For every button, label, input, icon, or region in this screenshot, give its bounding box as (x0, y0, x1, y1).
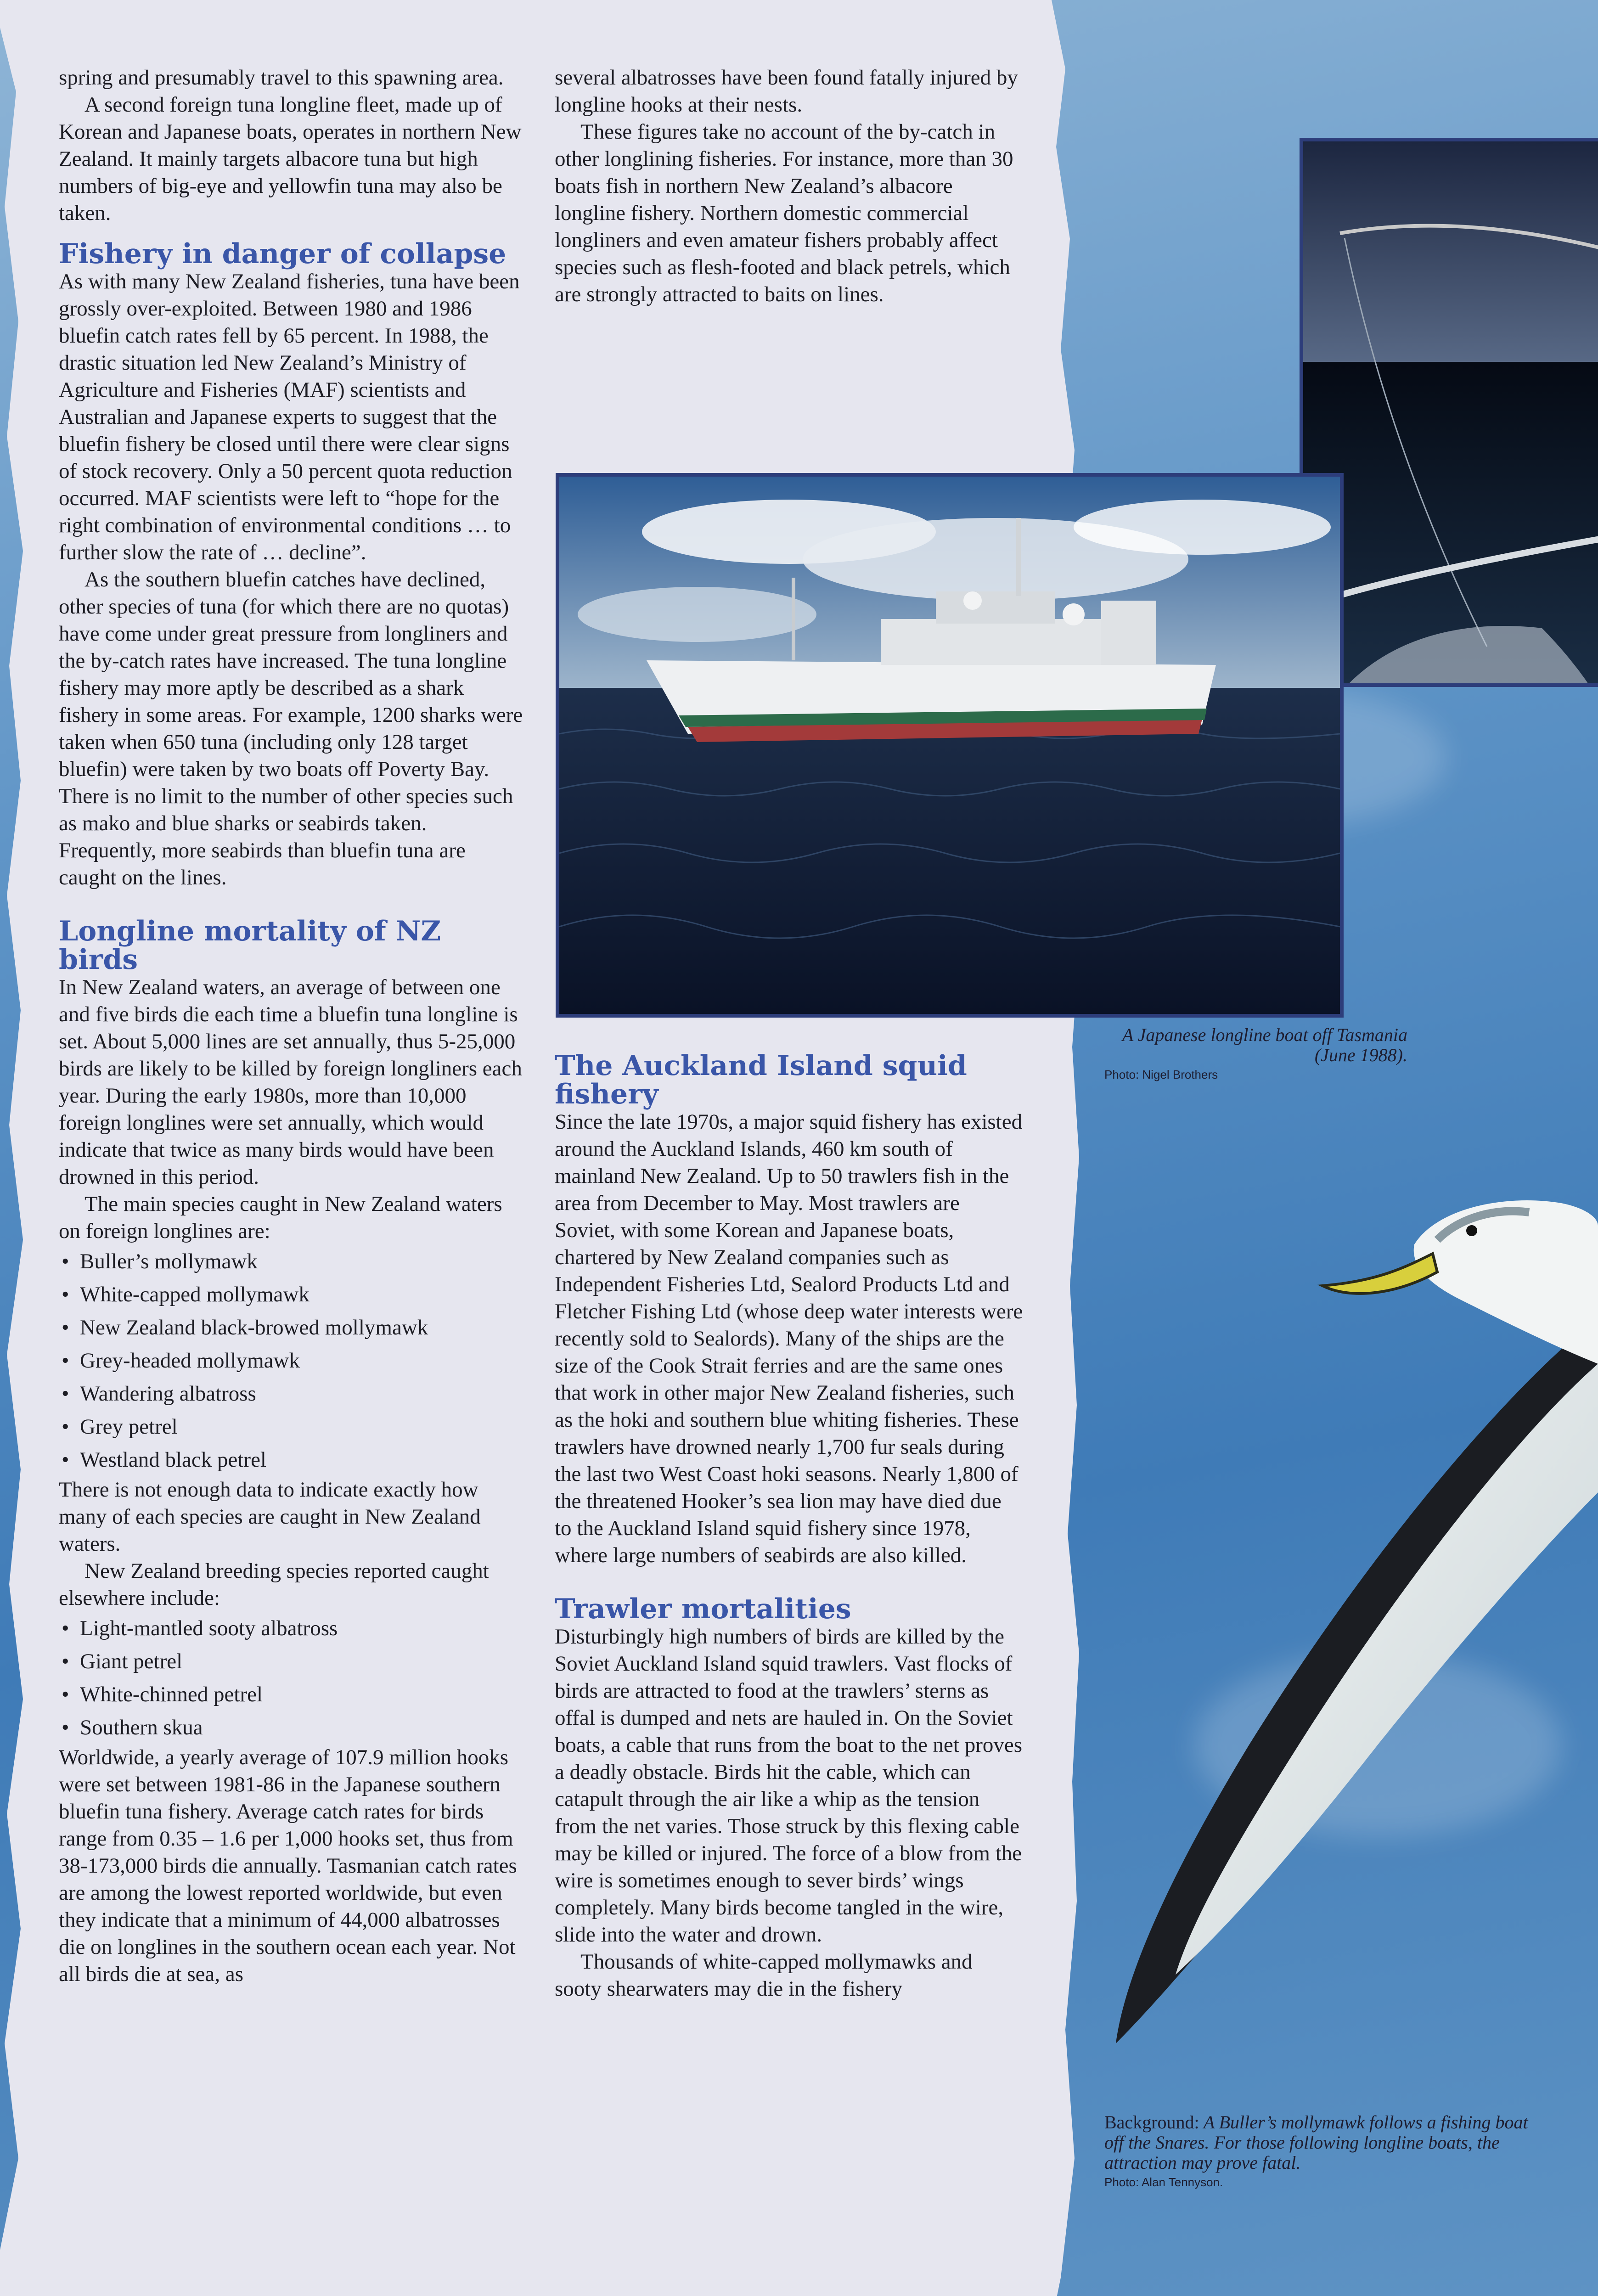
column-right-top (555, 64, 1023, 308)
paragraph: several albatrosses have been found fatally injured by longline hooks at their nests. (555, 66, 1018, 117)
heading-trawler-mortalities: Trawler mortalities (555, 1593, 851, 1625)
list-item: • Westland black petrel (59, 1443, 527, 1476)
list-item: • White-chinned petrel (59, 1678, 527, 1711)
paragraph: In New Zealand waters, an average of between one and five birds die each time a bluefin tuna longline is set. About 5,000 lines are set annually, thus 5-25,000 birds are likely to be killed by foreign longliners each year. During the early 1980s, more than 10,000 foreign longlines were set annually, which would indicate that twice as many birds would have been drowned in this period. (59, 975, 522, 1189)
paragraph: Worldwide, a yearly average of 107.9 million hooks were set between 1981-86 in the Japanese southern bluefin tuna fishery. Average catch rates for birds range from 0.35 – 1.6 per 1,000 hooks set, thus from 38-173,000 birds die annually. Tasmanian catch rates are among the lowest reported worldwide, but even they indicate that a minimum of 44,000 albatrosses die on longlines in the southern ocean each year. Not all birds die at sea, as (59, 1745, 517, 1986)
paragraph: As with many New Zealand fisheries, tuna have been grossly over-exploited. Between 1980 and 1986 bluefin catch rates fell by 65 percent. In 1988, the drastic situation led New Zealand’s Ministry of Agriculture and Fisheries (MAF) scientists and Australian and Japanese experts to suggest that the bluefin fishery be closed until there were clear signs of stock recovery. Only a 50 percent quota reduction occurred. MAF scientists were left to “hope for the right combination of environmental conditions … to further slow the rate of … decline”. (59, 270, 520, 564)
column-right-bottom (555, 1052, 1023, 2003)
paragraph: There is not enough data to indicate exactly how many of each species are caught in New Zealand waters. (59, 1478, 481, 1556)
paragraph: spring and presumably travel to this spawning area. (59, 66, 504, 90)
paragraph: Since the late 1970s, a major squid fishery has existed around the Auckland Islands, 460 km south of mainland New Zealand. Up to 50 trawlers fish in the area from December to May. Most trawlers are Soviet, with some Korean and Japanese boats, chartered by New Zealand companies such as Independent Fisheries Ltd, Sealord Products Ltd and Fletcher Fishing Ltd (whose deep water interests were recently sold to Sealords). Many of the ships are the size of the Cook Strait ferries and are the same ones that work in other major New Zealand fisheries, such as the hoki and southern blue whiting fisheries. These trawlers have drowned nearly 1,700 fur seals during the last two West Coast hoki seasons. Nearly 1,800 of the threatened Hooker’s sea lion may have died due to the Auckland Island squid fishery since 1978, where large numbers of seabirds are also killed. (555, 1110, 1023, 1567)
paragraph: A second foreign tuna longline fleet, made up of Korean and Japanese boats, operates in northern New Zealand. It mainly targets albacore tuna but high numbers of big-eye and yellowfin tuna may also be taken. (59, 93, 522, 225)
column-left (59, 64, 527, 1988)
list-item: • Grey-headed mollymawk (59, 1344, 527, 1377)
list-item: • New Zealand black-browed mollymawk (59, 1311, 527, 1344)
list-item: • Buller’s mollymawk (59, 1245, 527, 1278)
ship-caption-text: A Japanese longline boat off Tasmania (June 1988). (1122, 1024, 1407, 1065)
list-item: • Wandering albatross (59, 1377, 527, 1410)
list-item: • White-capped mollymawk (59, 1278, 527, 1311)
paragraph: These figures take no account of the by-catch in other longlining fisheries. For instance, more than 30 boats fish in northern New Zealand’s albacore longline fishery. Northern domestic commercial longliners and even amateur fishers probably affect species such as flesh-footed and black petrels, which are strongly attracted to baits on lines. (555, 120, 1013, 306)
background-photo-credit: Photo: Alan Tennyson. (1104, 2175, 1223, 2189)
species-list-nz (59, 1245, 527, 1476)
paragraph: Disturbingly high numbers of birds are killed by the Soviet Auckland Island squid trawlers. Vast flocks of birds are attracted to food at the trawlers’ sterns as offal is dumped and nets are hauled in. On the Soviet boats, a cable that runs from the boat to the net proves a deadly obstacle. Birds hit the cable, which can catapult through the air like a whip as the tension from the net varies. Those struck by this flexing cable may be killed or injured. The force of a blow from the wire is sometimes enough to sever birds’ wings completely. Many birds become tangled in the wire, slide into the water and drown. (555, 1625, 1023, 1947)
background-caption-text: A Buller’s mollymawk follows a fishing boat off the Snares. For those following longline boats, the attraction may prove fatal. (1104, 2112, 1528, 2173)
paragraph: The main species caught in New Zealand waters on foreign longlines are: (59, 1192, 502, 1243)
paragraph: New Zealand breeding species reported caught elsewhere include: (59, 1559, 489, 1610)
background-caption-lead: Background: (1104, 2112, 1199, 2133)
list-item: • Giant petrel (59, 1645, 527, 1678)
species-list-elsewhere (59, 1612, 527, 1744)
heading-squid-fishery: The Auckland Island squid fishery (555, 1050, 967, 1110)
list-item: • Southern skua (59, 1711, 527, 1744)
ship-caption (1104, 1025, 1407, 1084)
paragraph: As the southern bluefin catches have declined, other species of tuna (for which there are no quotas) have come under great pressure from longliners and the by-catch rates have increased. The tuna longline fishery may more aptly be described as a shark fishery in some areas. For example, 1200 sharks were taken when 650 tuna (including only 128 target bluefin) were taken by two boats off Poverty Bay. There is no limit to the number of other species such as mako and blue sharks or seabirds taken. Frequently, more seabirds than bluefin tuna are caught on the lines. (59, 568, 523, 889)
ship-photo-credit: Photo: Nigel Brothers (1104, 1068, 1218, 1081)
list-item: • Grey petrel (59, 1410, 527, 1443)
heading-collapse: Fishery in danger of collapse (59, 238, 506, 270)
background-caption (1104, 2112, 1545, 2191)
paragraph: Thousands of white-capped mollymawks and sooty shearwaters may die in the fishery (555, 1950, 973, 2001)
longline-boat-photo (556, 473, 1344, 1018)
mollymawk-photo (1056, 1125, 1598, 2135)
heading-longline-mortality: Longline mortality of NZ birds (59, 915, 441, 976)
list-item: • Light-mantled sooty albatross (59, 1612, 527, 1645)
deck-line-photo (1300, 138, 1598, 687)
